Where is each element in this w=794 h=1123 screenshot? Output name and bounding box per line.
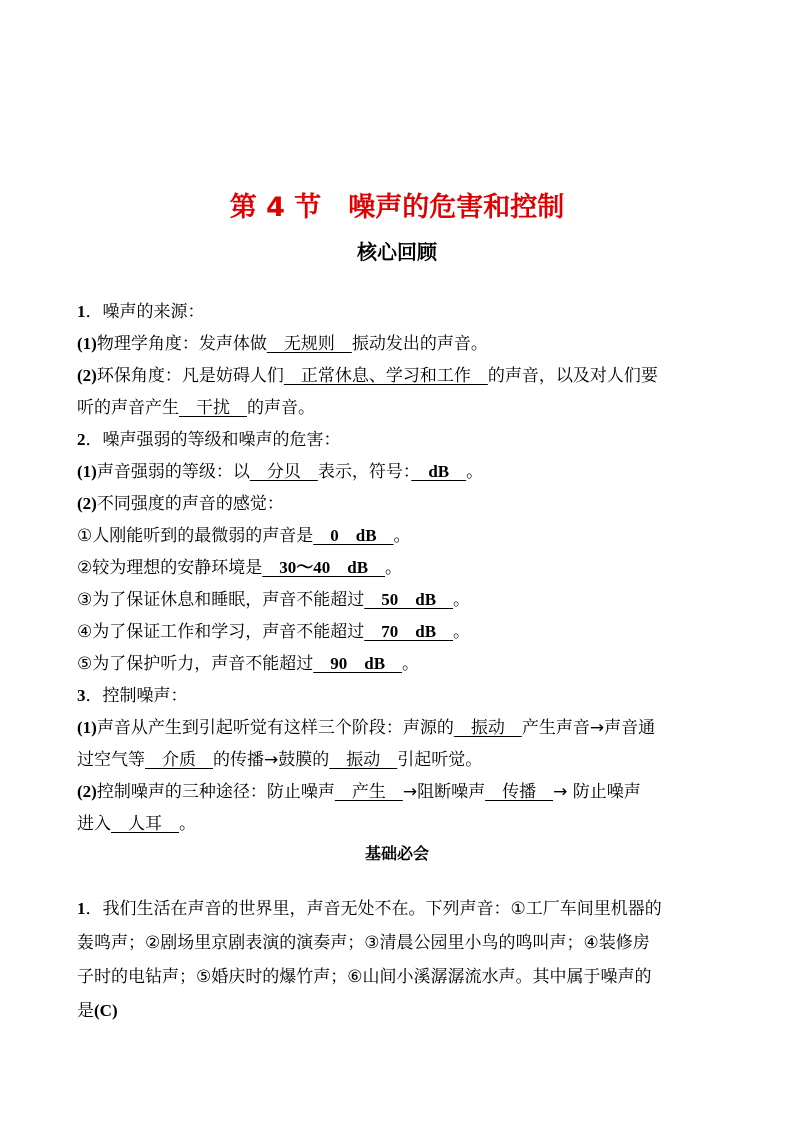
question-text: ．噪声的来源： [85,302,205,322]
part-number: (2) [77,782,97,801]
answer-blank: 振动 [453,718,522,738]
text: 听的声音产生 [77,398,179,418]
basics-question-1-line-3 [77,960,721,994]
question-2-item-5 [77,648,721,680]
text: 产生声音→声音通 [521,718,656,738]
core-review-section [77,296,721,840]
question-2-heading [77,424,721,456]
answer-blank: 50 dB [364,590,454,609]
question-2-item-2 [77,552,721,584]
text: ④为了保证工作和学习，声音不能超过 [77,622,365,642]
text: ③为了保证休息和睡眠，声音不能超过 [77,590,365,610]
text: 。 [466,462,484,482]
question-3-part-2-cont [77,808,721,840]
question-3-part-1 [77,712,721,744]
text: 振动发出的声音。 [351,334,488,354]
question-2-item-4 [77,616,721,648]
part-number: (2) [77,494,97,513]
part-number: (2) [77,366,97,385]
text: → 防止噪声 [553,782,641,802]
question-number: 1 [77,899,86,918]
question-2-part-2 [77,488,721,520]
text: 是 [77,1001,94,1021]
question-1-part-2-cont [77,392,721,424]
answer-blank: 30～40 dB [262,558,386,577]
text: ⑤为了保护听力，声音不能超过 [77,654,314,674]
answer-blank: 产生 [334,782,403,802]
basics-section [77,892,721,1028]
answer-blank: 分贝 [249,462,318,482]
text: 轰鸣声；②剧场里京剧表演的演奏声；③清晨公园里小鸟的鸣叫声；④装修房 [77,933,650,953]
text: 。 [453,622,471,642]
answer-blank: 正常休息、学习和工作 [283,366,488,386]
text: ①人刚能听到的最微弱的声音是 [77,526,314,546]
part-number: (1) [77,718,97,737]
text: 。 [179,814,196,834]
page-title: 第 4 节 噪声的危害和控制 [229,192,565,223]
question-1-part-1 [77,328,721,360]
text: 的声音，以及对人们要 [487,366,658,386]
question-2-item-1 [77,520,721,552]
part-number: (1) [77,334,97,353]
answer-blank: 振动 [329,750,398,770]
text: 声音强弱的等级：以 [96,462,250,482]
question-number: 1 [77,302,86,321]
text: 进入 [77,814,111,834]
question-1-heading [77,296,721,328]
basics-question-1-line-2 [77,926,721,960]
answer-blank: 70 dB [364,622,454,641]
answer-blank: dB [411,462,467,481]
answer-blank: 0 dB [313,526,394,545]
text: 。 [402,654,420,674]
basics-question-1-line-4 [77,994,721,1028]
answer-blank: 90 dB [313,654,403,673]
section-heading-core-review: 核心回顾 [357,240,437,264]
question-3-heading [77,680,721,712]
text: 表示，符号： [317,462,412,482]
part-number: (1) [77,462,97,481]
answer-choice: (C) [94,1001,118,1020]
question-text: ．噪声强弱的等级和噪声的危害： [85,430,341,450]
answer-blank: 介质 [145,750,213,770]
question-3-part-1-cont [77,744,721,776]
text: 。 [393,526,411,546]
text: 的声音。 [247,398,315,418]
question-2-item-3 [77,584,721,616]
question-2-part-1 [77,456,721,488]
text: 声音从产生到引起听觉有这样三个阶段：声源的 [96,718,454,738]
section-heading-basics: 基础必会 [364,844,429,863]
text: 引起听觉。 [397,750,483,770]
question-3-part-2 [77,776,721,808]
text: 控制噪声的三种途径：防止噪声 [96,782,335,802]
answer-blank: 无规则 [266,334,352,354]
question-number: 2 [77,430,86,449]
answer-blank: 人耳 [111,814,179,834]
text: ②较为理想的安静环境是 [77,558,263,578]
text: 环保角度：凡是妨碍人们 [96,366,284,386]
answer-blank: 干扰 [179,398,247,418]
question-1-part-2 [77,360,721,392]
question-text: ．控制噪声： [85,686,188,706]
text: 过空气等 [77,750,145,770]
text: 的传播→鼓膜的 [213,750,330,770]
text: 子时的电钻声；⑤婚庆时的爆竹声；⑥山间小溪潺潺流水声。其中属于噪声的 [77,967,652,987]
question-number: 3 [77,686,86,705]
text: 。 [385,558,403,578]
text: 。 [453,590,471,610]
answer-blank: 传播 [485,782,554,802]
text: ．我们生活在声音的世界里，声音无处不在。下列声音：①工厂车间里机器的 [85,899,662,919]
text: 物理学角度：发声体做 [96,334,267,354]
basics-question-1-line-1 [77,892,721,926]
text: →阻断噪声 [402,782,486,802]
text: 不同强度的声音的感觉： [96,494,284,514]
